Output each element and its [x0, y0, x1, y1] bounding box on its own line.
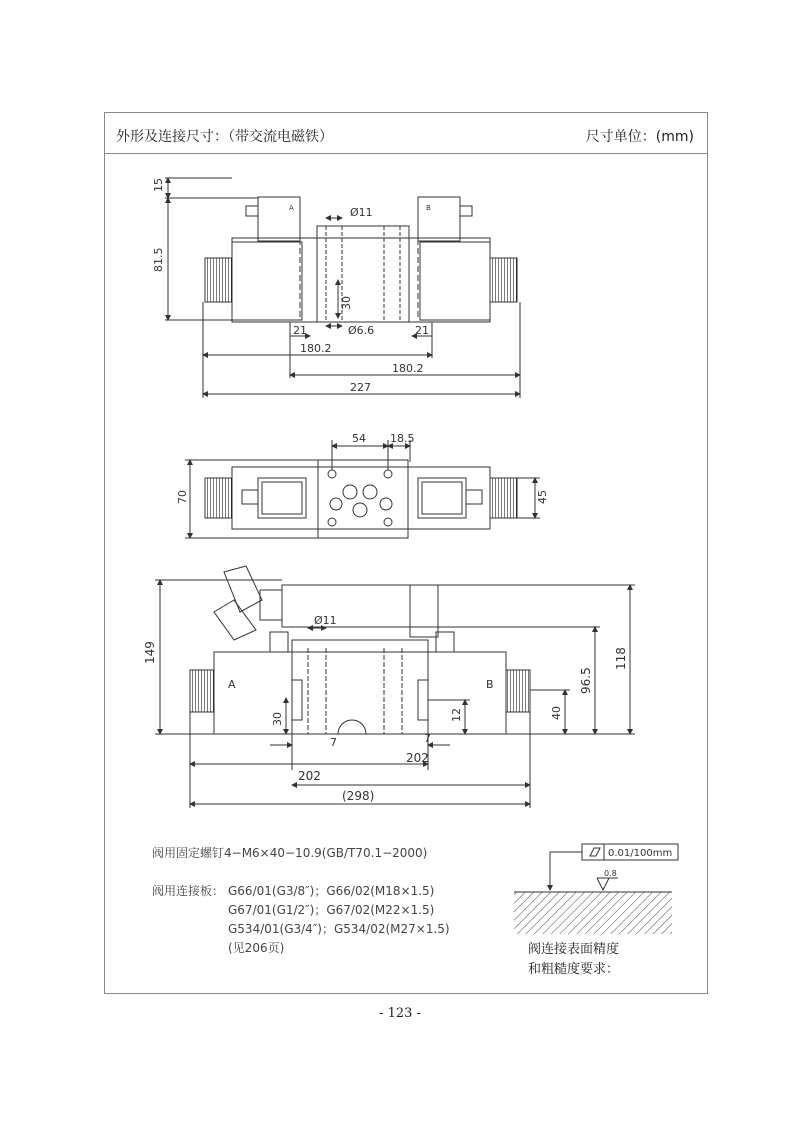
plate-label: 阀用连接板：	[152, 884, 225, 898]
plate-line-1: G66/01(G3/8″)；G66/02(M18×1.5)	[228, 884, 435, 898]
plate-line-4: (见206页)	[228, 941, 285, 955]
dim-96-5: 96.5	[579, 667, 593, 694]
dim-30-front: 30	[271, 712, 284, 726]
dim-7-right: 7	[424, 732, 431, 745]
dim-7-left: 7	[330, 736, 337, 749]
top-view	[165, 178, 520, 398]
dim-180-2-left: 180.2	[300, 342, 332, 355]
unit-label: 尺寸单位：(mm)	[585, 129, 694, 145]
dim-30-top: 30	[340, 296, 353, 310]
dim-15: 15	[152, 178, 165, 192]
roughness-value: 0.8	[604, 869, 617, 878]
flatness-value: 0.01/100mm	[608, 848, 673, 859]
side-label-a: A	[228, 678, 236, 691]
dim-180-2-right: 180.2	[392, 362, 424, 375]
dim-227: 227	[350, 381, 371, 394]
dim-21-left: 21	[293, 324, 307, 337]
connector-label-a-top: A	[289, 204, 294, 212]
top-view-text	[152, 178, 431, 394]
front-view-text	[143, 614, 628, 803]
dim-202-left: 202	[298, 769, 321, 783]
dim-21-right: 21	[415, 324, 429, 337]
dim-phi11-top: Ø11	[350, 206, 373, 219]
plan-view	[185, 440, 540, 538]
page-number: - 123 -	[379, 1006, 421, 1021]
side-label-b: B	[486, 678, 494, 691]
surface-text	[604, 848, 672, 878]
dim-118: 118	[614, 647, 628, 670]
dim-54: 54	[352, 432, 366, 445]
page-title: 外形及连接尺寸：（带交流电磁铁）	[116, 129, 333, 145]
dim-298: (298)	[342, 789, 375, 803]
dim-12: 12	[450, 708, 463, 722]
connector-label-b-top: B	[426, 204, 431, 212]
dim-phi6-6: Ø6.6	[348, 324, 375, 337]
dim-149: 149	[143, 641, 157, 664]
dim-45: 45	[536, 490, 549, 504]
plate-line-2: G67/01(G1/2″)；G67/02(M22×1.5)	[228, 903, 435, 917]
dim-81-5: 81.5	[152, 247, 165, 272]
dim-70: 70	[176, 490, 189, 504]
dim-40: 40	[550, 706, 563, 720]
dim-phi11-front: Ø11	[314, 614, 337, 627]
plate-line-3: G534/01(G3/4″)；G534/02(M27×1.5)	[228, 922, 450, 936]
bolt-note: 阀用固定螺钉4−M6×40−10.9(GB/T70.1−2000)	[152, 846, 428, 860]
front-view	[155, 566, 635, 808]
surface-caption-2: 和粗糙度要求：	[528, 962, 620, 977]
surface-caption-1: 阀连接表面精度	[528, 942, 620, 957]
dim-18-5: 18.5	[390, 432, 415, 445]
dim-202-right: 202	[406, 751, 429, 765]
